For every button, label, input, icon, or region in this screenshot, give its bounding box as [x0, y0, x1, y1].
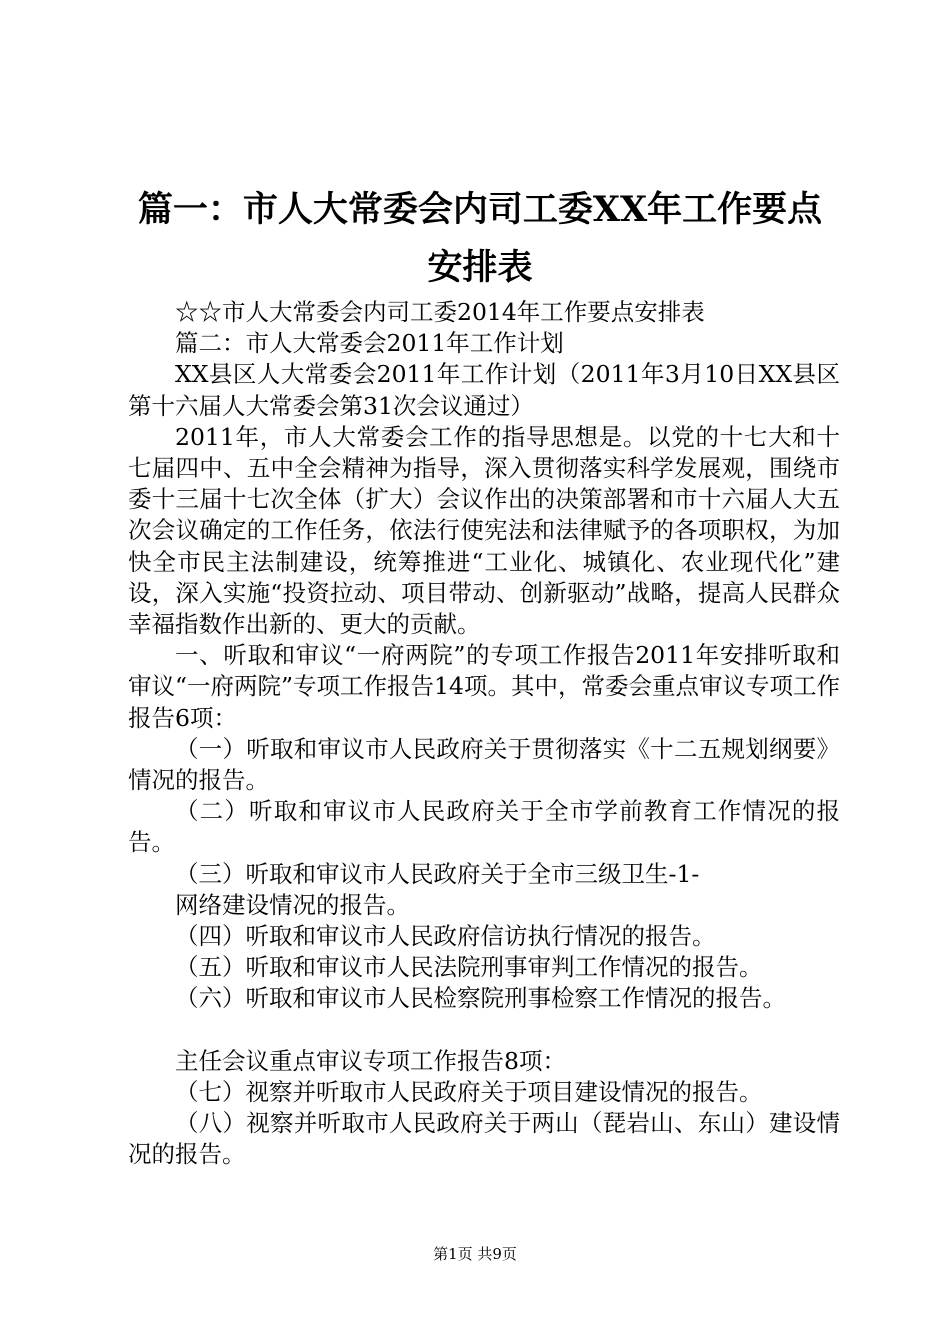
paragraph-item-2: （二）听取和审议市人民政府关于全市学前教育工作情况的报告。 — [128, 797, 840, 857]
paragraph-heading-1: ☆☆市人大常委会内司工委2014年工作要点安排表 — [175, 298, 705, 326]
paragraph-item-1: （一）听取和审议市人民政府关于贯彻落实《十二五规划纲要》情况的报告。 — [128, 734, 840, 795]
paragraph-guiding-thought: 2011年，市人大常委会工作的指导思想是。以党的十七大和十七届四中、五中全会精神为指导，深入贯彻落实科学发展观，围绕市委十三届十七次全体（扩大）会议作出的决策部署和市十六届人大五次会议确定的工作任务，依法行使宪法和法律赋予的各项职权，为加快全市民主法制建设，统筹推进“工业化、城镇化、农业现代化”建设，深入实施“投资拉动、项目带动、创新驱动”战略，提高人民群众幸福指数作出新的、更大的贡献。 — [128, 422, 840, 639]
paragraph-item-6: （六）听取和审议市人民检察院刑事检察工作情况的报告。 — [175, 984, 786, 1013]
paragraph-section-1: 一、听取和审议“一府两院”的专项工作报告2011年安排听取和审议“一府两院”专项工作报告14项。其中，常委会重点审议专项工作报告6项： — [128, 641, 840, 732]
paragraph-director-meeting: 主任会议重点审议专项工作报告8项： — [175, 1046, 566, 1075]
document-title-line-2: 安排表 — [427, 247, 533, 288]
document-body — [128, 297, 840, 1170]
paragraph-item-7: （七）视察并听取市人民政府关于项目建设情况的报告。 — [175, 1077, 763, 1106]
paragraph-item-4: （四）听取和审议市人民政府信访执行情况的报告。 — [175, 922, 716, 951]
paragraph-item-5: （五）听取和审议市人民法院刑事审判工作情况的报告。 — [175, 953, 763, 982]
document-title-line-1: 篇一：市人大常委会内司工委XX年工作要点 — [137, 189, 823, 230]
paragraph-item-8: （八）视察并听取市人民政府关于两山（琵岩山、东山）建设情况的报告。 — [128, 1109, 840, 1169]
paragraph-heading-2: 篇二：市人大常委会2011年工作计划 — [175, 329, 564, 358]
paragraph-plan-title: XX县区人大常委会2011年工作计划（2011年3月10日XX县区第十六届人大常委会第31次会议通过） — [128, 360, 840, 420]
paragraph-item-3: （三）听取和审议市人民政府关于全市三级卫生-1- — [175, 859, 700, 888]
paragraph-item-3-cont: 网络建设情况的报告。 — [175, 890, 410, 919]
page-footer: 第1页 共9页 — [433, 1245, 517, 1263]
